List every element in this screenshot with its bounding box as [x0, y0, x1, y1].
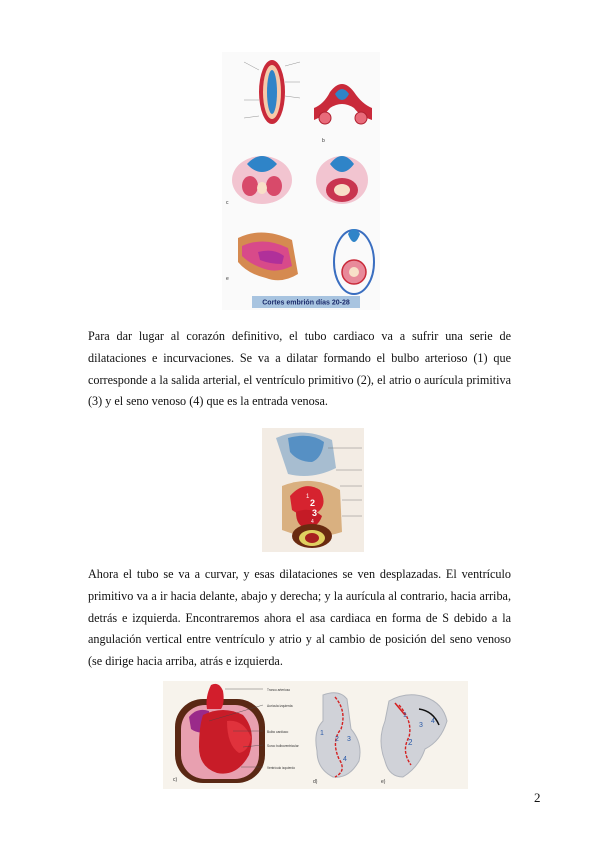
e-label-4: 4	[431, 718, 435, 725]
heart-tube-illustration	[262, 428, 364, 552]
embryo-sections-illustration	[222, 52, 380, 310]
label-tronco-arterioso: Tronco arterioso	[267, 688, 291, 692]
label-bulbo-cardiaco: Bulbo cardíaco	[267, 730, 289, 734]
panel-label-c: c	[226, 200, 229, 206]
panel-label-e: e)	[381, 779, 386, 785]
paragraph-1: Para dar lugar al corazón definitivo, el tubo cardiaco va a sufrir una serie de dilataciones e incurvaciones. Se va a dilatar formando el bulbo arterioso (1) que corresponde a la salida arterial, el ventrículo primitivo (2), el atrio o aurícula primitiva (3) y el seno venoso (4) que es la entrada venosa.	[88, 329, 511, 409]
page-number: 2	[534, 790, 541, 805]
e-label-3: 3	[419, 722, 423, 729]
label-2: 2	[310, 498, 316, 508]
label-auricula-izquierda: Aurícula izquierda	[267, 704, 293, 708]
label-3: 3	[312, 508, 318, 518]
panel-label-e: e	[226, 276, 229, 282]
d-label-4: 4	[343, 756, 347, 763]
e-label-1: 1	[403, 712, 407, 719]
paragraph-2: Ahora el tubo se va a curvar, y esas dilataciones se ven desplazadas. El ventrículo primitivo va a ir hacia delante, abajo y derecha; y la aurícula al contrario, hacia arriba, detrás e izquierda. Encontraremos ahora el asa cardiaca en forma de S debido a la angulación vertical entre ventrículo y atrio y al cambio de posición del seno venoso (se dirige hacia arriba, atrás e izquierda.	[88, 567, 511, 669]
panel-label-d: d)	[313, 779, 318, 785]
d-label-2: 2	[335, 736, 339, 743]
heart-loop-illustration	[163, 681, 468, 789]
label-surco-bulboventricular: Surco bulboventricular	[267, 744, 299, 748]
d-label-3: 3	[347, 736, 351, 743]
heart-tube-figure	[262, 428, 364, 552]
panel-label-c: c)	[173, 777, 178, 783]
label-4: 4	[311, 519, 314, 525]
embryo-sections-figure	[222, 52, 380, 310]
heart-loop-figure	[163, 681, 468, 789]
e-label-2: 2	[408, 738, 413, 747]
figure1-caption: Cortes embrión días 20-28	[262, 299, 350, 307]
label-1: 1	[306, 494, 310, 500]
d-label-1: 1	[320, 730, 324, 737]
label-ventriculo-izquierdo: Ventrículo izquierdo	[267, 766, 295, 770]
panel-label-b: b	[322, 138, 325, 144]
